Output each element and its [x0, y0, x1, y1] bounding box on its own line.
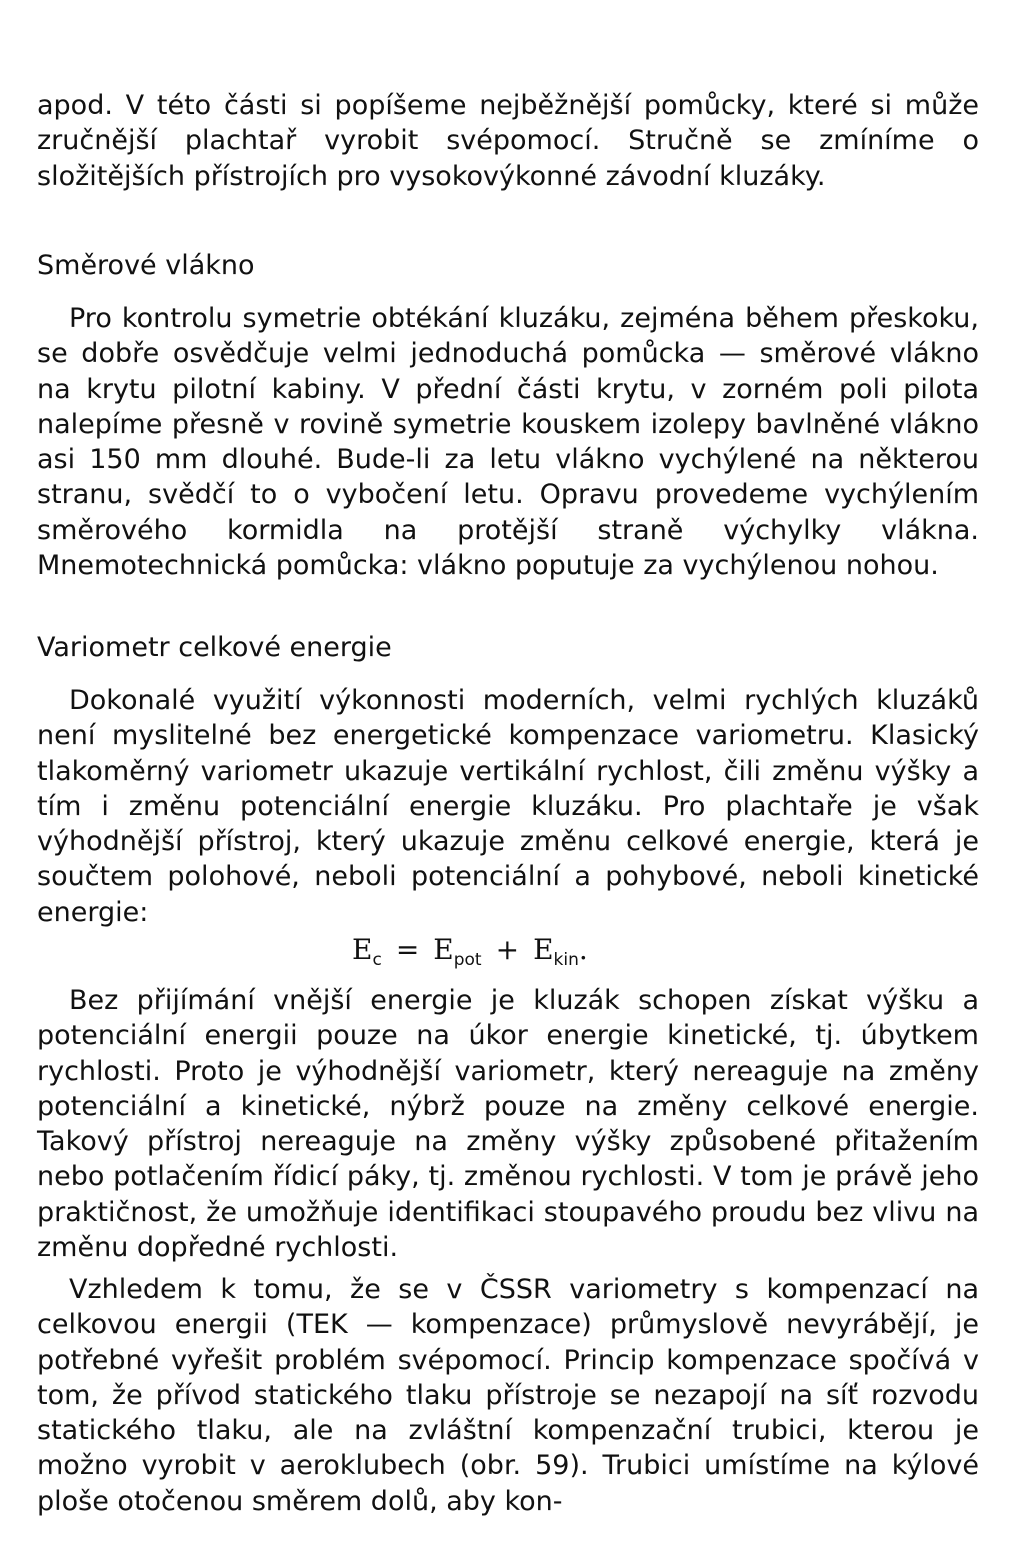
formula-term2-sub: kin: [553, 950, 579, 970]
intro-paragraph: apod. V této části si popíšeme nejběžnější pomůcky, které si může zručnější plachtař vyrobit svépomocí. Stručně se zmíníme o složitějších přístrojích pro vysokovýkonné závodní kluzáky.: [37, 90, 979, 192]
energy-formula: [352, 930, 588, 980]
section-heading-smerove-vlakno: Směrové vlákno: [37, 250, 255, 281]
formula-equals: =: [395, 933, 420, 966]
section-2-paragraph-3: Vzhledem k tomu, že se v ČSSR variometry s kompenzací na celkovou energii (TEK — kompenzace) průmyslově nevyrábějí, je potřebné vyřešit problém svépomocí. Princip kompenzace spočívá v tom, že přívod statického tlaku přístroje se nezapojí na síť rozvodu statického tlaku, ale na zvláštní kompenzační trubici, kterou je možno vyrobit v aeroklubech (obr. 59). Trubici umístíme na kýlové ploše otočenou směrem dolů, aby kon-: [37, 1274, 979, 1517]
formula-lhs-sub: c: [372, 950, 382, 970]
formula-plus: +: [495, 933, 520, 966]
formula-term1-sub: pot: [453, 950, 482, 970]
section-2-paragraph-1: Dokonalé využití výkonnosti moderních, velmi rychlých kluzáků není myslitelné bez energetické kompenzace variometru. Klasický tlakoměrný variometr ukazuje vertikální rychlost, čili změnu výšky a tím i změnu potenciální energie kluzáku. Pro plachtaře je však výhodnější přístroj, který ukazuje změnu celkové energie, která je součtem polohové, neboli potenciální a pohybové, neboli kinetické energie:: [37, 685, 979, 928]
formula-end: .: [578, 933, 588, 966]
formula-term2: E: [533, 933, 554, 966]
formula-lhs: E: [352, 933, 373, 966]
section-1-paragraph: Pro kontrolu symetrie obtékání kluzáku, zejména během přeskoku, se dobře osvědčuje velmi jednoduchá pomůcka — směrové vlákno na krytu pilotní kabiny. V přední části krytu, v zorném poli pilota nalepíme přesně v rovině symetrie kouskem izolepy bavlněné vlákno asi 150 mm dlouhé. Bude-li za letu vlákno vychýlené na některou stranu, svědčí to o vybočení letu. Opravu provedeme vychýlením směrového kormidla na protější straně výchylky vlákna. Mnemotechnická pomůcka: vlákno poputuje za vychýlenou nohou.: [37, 303, 979, 582]
formula-term1: E: [433, 933, 454, 966]
section-heading-variometr: Variometr celkové energie: [37, 632, 392, 663]
section-2-paragraph-2: Bez přijímání vnější energie je kluzák schopen získat výšku a potenciální energii pouze na úkor energie kinetické, tj. úbytkem rychlosti. Proto je výhodnější variometr, který nereaguje na změny potenciální a kinetické, nýbrž pouze na změny celkové energie. Takový přístroj nereaguje na změny výšky způsobené přitažením nebo potlačením řídicí páky, tj. změnou rychlosti. V tom je právě jeho praktičnost, že umožňuje identifikaci stoupavého proudu bez vlivu na změnu dopředné rychlosti.: [37, 985, 979, 1264]
